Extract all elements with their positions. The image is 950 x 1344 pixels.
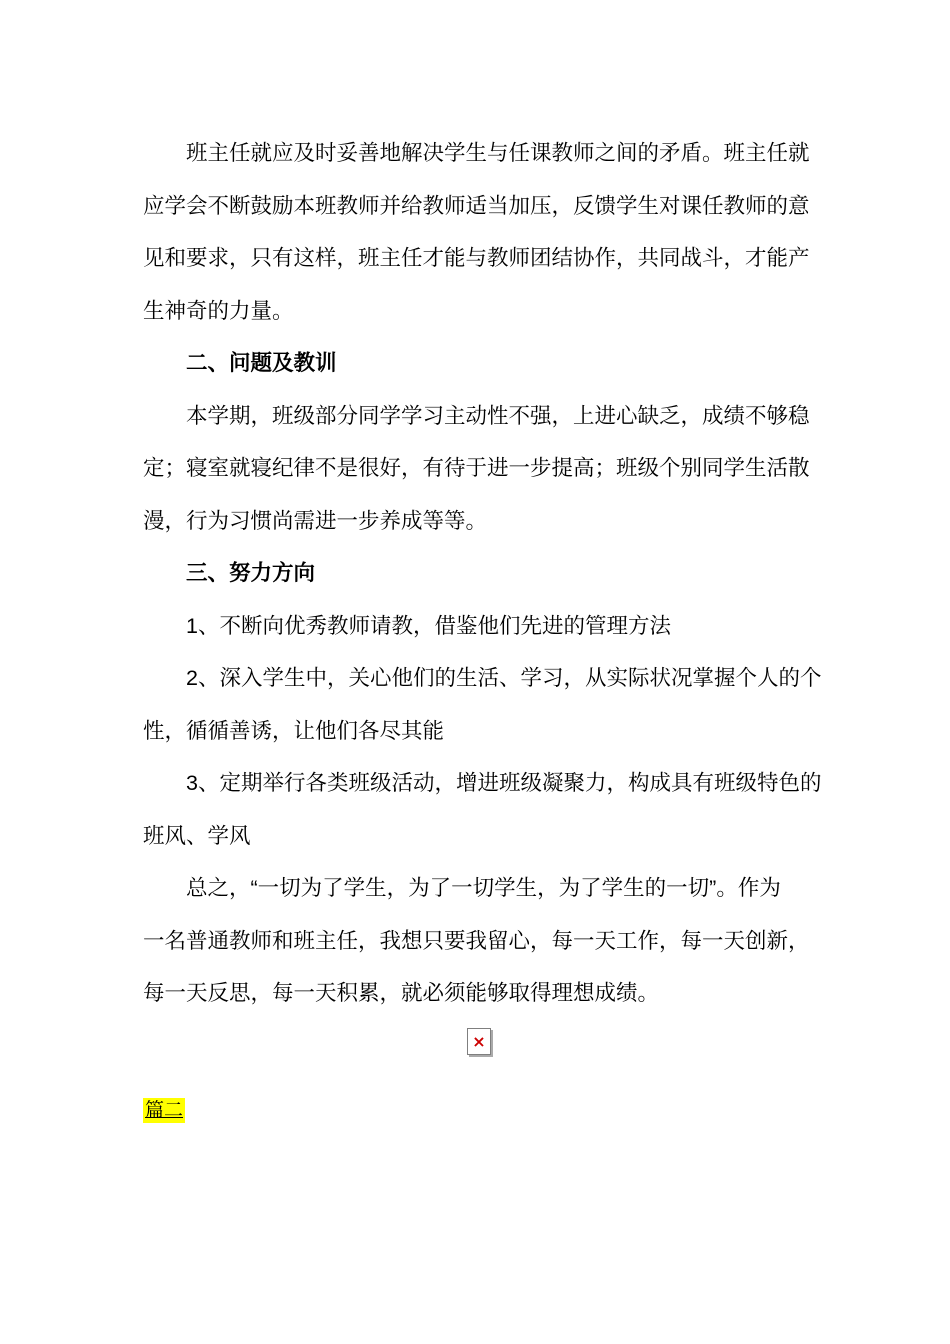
paragraph-intro — [143, 127, 815, 337]
document-page — [143, 127, 822, 1124]
text-line: 1、不断向优秀教师请教，借鉴他们先进的管理方法 — [186, 613, 671, 638]
text-line: 总之，“一切为了学生，为了一切学生，为了学生的一切”。作为 — [186, 876, 781, 900]
section-link-pian-er[interactable]: 篇二 — [145, 1099, 184, 1121]
section-heading-direction: 三、努力方向 — [186, 561, 316, 585]
text-line: 每一天反思，每一天积累，就必须能够取得理想成绩。 — [143, 981, 660, 1005]
list-item-3 — [143, 757, 822, 862]
text-line: 一名普通教师和班主任，我想只要我留心，每一天工作，每一天创新， — [143, 928, 810, 953]
text-line: 班主任就应及时妥善地解决学生与任课教师之间的矛盾。班主任就 — [186, 141, 810, 165]
list-item-1 — [143, 600, 815, 653]
image-row — [143, 1022, 815, 1062]
broken-image-x-icon: × — [472, 1031, 486, 1051]
paragraph-problems — [143, 390, 815, 548]
text-line: 2、深入学生中，关心他们的生活、学习，从实际状况掌握个人的个 — [186, 666, 822, 690]
text-line: 漫，行为习惯尚需进一步养成等等。 — [143, 508, 488, 533]
text-line: 3、定期举行各类班级活动，增进班级凝聚力，构成具有班级特色的 — [186, 771, 822, 795]
text-line: 性，循循善诱，让他们各尽其能 — [143, 718, 445, 743]
text-line: 本学期，班级部分同学学习主动性不强，上进心缺乏，成绩不够稳 — [186, 403, 810, 428]
list-item-2 — [143, 652, 822, 757]
text-line: 见和要求，只有这样，班主任才能与教师团结协作，共同战斗，才能产 — [143, 246, 810, 270]
text-line: 应学会不断鼓励本班教师并给教师适当加压，反馈学生对课任教师的意 — [143, 193, 810, 218]
text-line: 定；寝室就寝纪律不是很好，有待于进一步提高；班级个别同学生活散 — [143, 456, 810, 480]
text-line: 班风、学风 — [143, 823, 251, 848]
section-link-row — [143, 1098, 815, 1124]
broken-image-placeholder[interactable] — [467, 1028, 491, 1055]
section-heading-problems: 二、问题及教训 — [186, 351, 337, 375]
paragraph-conclusion — [143, 862, 815, 1020]
text-line: 生神奇的力量。 — [143, 298, 294, 323]
